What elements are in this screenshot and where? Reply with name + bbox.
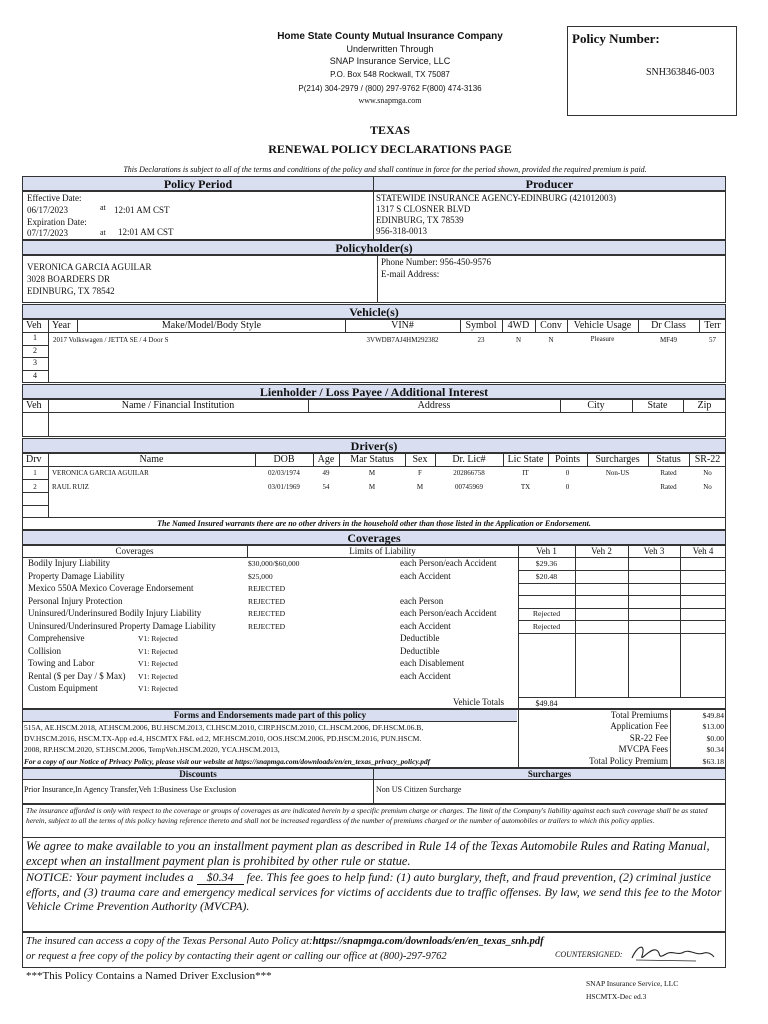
notice-pre: NOTICE: Your payment includes a — [26, 870, 197, 884]
cov-col-limits: Limits of Liability — [349, 546, 416, 556]
drv1-status: Rated — [660, 469, 677, 477]
coverage-limit: V1: Rejected — [138, 646, 178, 656]
company-phones: P(214) 304-2979 / (800) 297-9762 F(800) 474-3136 — [298, 84, 482, 93]
policyholder-email: E-mail Address: — [381, 269, 440, 279]
coverage-row-divider — [518, 595, 726, 596]
lien-col-state: State — [647, 400, 668, 411]
cov-col-veh1: Veh 1 — [536, 546, 557, 556]
premium-value: $0.00 — [706, 733, 724, 743]
drv1-num: 1 — [33, 469, 37, 477]
forms-line3: 2008, RP.HSCM.2020, ST.HSCM.2006, TempVeh.HSCM.2020, YCA.HSCM.2013, — [24, 745, 280, 754]
lien-col-zip: Zip — [697, 400, 712, 411]
drv2-name: RAUL RUIZ — [52, 483, 89, 491]
coverage-limit: REJECTED — [248, 609, 286, 618]
drv1-state: IT — [522, 469, 529, 477]
producer-line2: 1317 S CLOSNER BLVD — [376, 204, 471, 214]
expiration-label: Expiration Date: — [27, 217, 87, 227]
afforded-text: The insurance afforded is only with respect to the coverage or groups of coverages as are indicated herein by a specific premium charge or charges. The limit of the Company's liability against each such coverage shall be as stated herein, subject to all the terms of this policy having reference thereto and shall not be increased regardless of the number of premiums charged or the number of automobiles or trailers to which this policy applies. — [26, 806, 708, 825]
drv2-status: Rated — [660, 483, 677, 491]
coverage-limit: REJECTED — [248, 596, 286, 606]
coverages-header: Coverages — [22, 530, 726, 545]
drv1-name: VERONICA GARCIA AGUILAR — [52, 469, 149, 477]
veh1-4wd: N — [515, 336, 522, 344]
drv2-num: 2 — [33, 483, 37, 491]
coverage-name: Mexico 550A Mexico Coverage Endorsement — [28, 583, 194, 593]
lienholder-header: Lienholder / Loss Payee / Additional Interest — [22, 384, 726, 399]
veh-col-drclass: Dr Class — [651, 320, 686, 331]
privacy-notice: For a copy of our Notice of Privacy Policy, please visit our website at https://snapmga.com/downloads/en/en_texas_privacy_policy.pdf — [24, 757, 431, 766]
drv-col-points: Points — [554, 454, 580, 465]
coverage-desc: each Person/each Accident — [400, 608, 497, 618]
coverage-limit: V1: Rejected — [138, 671, 178, 681]
veh1-vin: 3VWDB7AJ4HM292382 — [366, 336, 439, 344]
discounts-header: Discounts — [22, 768, 374, 780]
drv1-surch: Non-US — [605, 469, 630, 477]
notice-post: fee. This fee goes to help fund: (1) auto burglary, theft, and fraud prevention, (2) criminal justice efforts, and (3) trauma care and emergency medical services for victims of accidents due to traffic offenses. By law, we send this fee to the Motor Vehicle Crime Prevention Authority (MVCPA). — [26, 870, 722, 913]
veh-num-4: 4 — [33, 371, 37, 380]
veh-num-1: 1 — [33, 333, 37, 342]
named-insured-warranty: The Named Insured warrants there are no other drivers in the household other than those listed in the Application or Endorsement. — [22, 518, 726, 530]
drv1-lic: 202866758 — [453, 469, 485, 477]
at-label-2: at — [100, 228, 106, 237]
veh-col-year: Year — [52, 320, 71, 331]
veh-col-symbol: Symbol — [465, 320, 497, 331]
notice-fee: $0.34 — [197, 870, 244, 885]
premium-divider — [670, 709, 671, 768]
countersignature-image — [626, 940, 718, 966]
drv1-age: 49 — [322, 469, 330, 477]
drv1-mar: M — [368, 469, 376, 477]
veh1-terr: 57 — [709, 336, 716, 344]
coverage-name: Personal Injury Protection — [28, 595, 123, 606]
page-title: RENEWAL POLICY DECLARATIONS PAGE — [268, 142, 512, 156]
drv1-points: 0 — [565, 469, 570, 477]
premium-label: Total Policy Premium — [589, 755, 668, 766]
coverage-row-divider — [518, 570, 726, 571]
cov-col-veh2: Veh 2 — [591, 546, 612, 556]
coverage-name: Uninsured/Underinsured Property Damage Liability — [28, 620, 216, 631]
drv-col-drv: Drv — [26, 454, 42, 465]
expiration-date: 07/17/2023 — [27, 228, 69, 238]
coverage-veh1-value: Rejected — [532, 621, 561, 631]
drv-col-mar: Mar Status — [350, 454, 394, 465]
coverage-veh1-value: $29.36 — [535, 559, 558, 568]
coverage-row-divider — [518, 583, 726, 584]
forms-line2: DV.HSCM.2016, HSCM.TX-App ed.4, HSCMTX F&L ed.2, MF.HSCM.2010, OOS.HSCM.2006, PD.HSCM.2016, PUN.HSCM. — [24, 734, 422, 743]
coverage-limit: $25,000 — [248, 571, 273, 581]
company-website: www.snapmga.com — [358, 96, 422, 105]
premium-label: Total Premiums — [610, 710, 668, 720]
policy-number-box — [567, 26, 737, 116]
veh-num-2: 2 — [33, 346, 37, 355]
lien-col-city: City — [587, 400, 605, 411]
state-title: TEXAS — [369, 123, 410, 137]
premium-value: $49.84 — [702, 711, 724, 720]
lien-col-name: Name / Financial Institution — [121, 400, 235, 411]
forms-header: Forms and Endorsements made part of this policy — [173, 710, 367, 720]
agency-name: SNAP Insurance Service, LLC — [329, 56, 451, 66]
drv-col-sr22: SR-22 — [694, 454, 721, 465]
drv2-sex: M — [416, 483, 424, 491]
policyholder-name: VERONICA GARCIA AGUILAR — [27, 262, 152, 272]
drv1-sr22: No — [703, 469, 712, 477]
forms-line1: 515A, AE.HSCM.2018, AT.HSCM.2006, BU.HSCM.2013, CI.HSCM.2010, CIRP.HSCM.2010, CL.HSCM.2006, DF.HSCM.06.B, — [24, 723, 424, 732]
company-address: P.O. Box 548 Rockwall, TX 75087 — [330, 70, 450, 79]
coverage-limit: V1: Rejected — [138, 659, 178, 668]
cov-col-coverages: Coverages — [115, 546, 154, 556]
company-name: Home State County Mutual Insurance Company — [277, 31, 503, 42]
coverage-name: Uninsured/Underinsured Bodily Injury Liability — [28, 608, 202, 618]
effective-time: 12:01 AM CST — [114, 205, 170, 215]
veh-num-3: 3 — [33, 358, 37, 367]
coverage-name: Rental ($ per Day / $ Max) — [28, 670, 126, 681]
drv-col-name: Name — [139, 454, 164, 465]
footer-form-number: HSCMTX-Dec ed.3 — [586, 992, 647, 1001]
veh1-drclass: MF49 — [659, 336, 678, 344]
drv2-sr22: No — [703, 483, 712, 491]
drv-col-age: Age — [317, 454, 335, 465]
drv2-mar: M — [368, 483, 376, 491]
drivers-header: Driver(s) — [22, 438, 726, 453]
coverage-desc: each Person/each Accident — [400, 558, 497, 568]
installment-text: We agree to make available to you an installment payment plan as described in Rule 14 of the Texas Automobile Rules and Rating Manual, except when an installment payment plan is prohibited by other rule or statue. — [26, 839, 710, 868]
coverage-name: Collision — [28, 645, 62, 656]
coverage-desc: each Accident — [400, 570, 451, 581]
policyholder-address1: 3028 BOARDERS DR — [27, 274, 111, 284]
surcharges-header: Surcharges — [373, 768, 726, 780]
underwritten-text: Underwritten Through — [346, 44, 434, 54]
coverage-row-divider — [518, 620, 726, 621]
veh1-usage: Pleasure — [590, 335, 615, 343]
coverage-limit: V1: Rejected — [138, 684, 178, 693]
effective-date: 06/17/2023 — [27, 205, 69, 215]
coverage-limit: $30,000/$60,000 — [248, 559, 300, 568]
at-label-1: at — [100, 203, 106, 212]
drv-col-surch: Surcharges — [595, 454, 640, 465]
drv2-points: 0 — [565, 483, 570, 491]
access-line2: or request a free copy of the policy by contacting their agent or calling our office at (800)-297-9762 — [26, 951, 447, 962]
subject-note: This Declarations is subject to all of the terms and conditions of the policy and shall continue in force for the period shown, provided the required premium is paid. — [123, 165, 647, 174]
access-pre: The insured can access a copy of the Texas Personal Auto Policy at: — [26, 936, 313, 947]
coverage-row-divider — [518, 608, 726, 609]
policyholder-address2: EDINBURG, TX 78542 — [27, 286, 115, 296]
veh-col-vin: VIN# — [391, 320, 414, 331]
coverage-name: Towing and Labor — [28, 658, 95, 668]
countersigned-label: COUNTERSIGNED: — [555, 950, 623, 959]
coverage-limit: REJECTED — [248, 621, 286, 631]
drv-col-licstate: Lic State — [507, 454, 544, 465]
drv1-dob: 02/03/1974 — [268, 469, 300, 477]
veh1-symbol: 23 — [477, 336, 485, 344]
policy-period-header: Policy Period — [22, 176, 374, 191]
drv-col-lic: Dr. Lic# — [452, 454, 486, 465]
notice-text — [26, 870, 724, 914]
lien-col-veh: Veh — [26, 400, 42, 411]
veh-col-model: Make/Model/Body Style — [161, 320, 262, 331]
effective-label: Effective Date: — [27, 193, 82, 203]
premium-label: MVCPA Fees — [618, 744, 668, 755]
coverage-desc: Deductible — [400, 645, 440, 656]
veh1-year-model: 2017 Volkswagen / JETTA SE / 4 Door S — [53, 336, 169, 344]
named-driver-exclusion: ***This Policy Contains a Named Driver Exclusion*** — [26, 970, 272, 982]
coverage-name: Bodily Injury Liability — [28, 558, 110, 568]
premium-label: Application Fee — [610, 721, 668, 732]
premium-value: $0.34 — [706, 745, 724, 755]
policy-number-label: Policy Number: — [572, 31, 660, 46]
drv1-sex: F — [418, 469, 422, 477]
discounts-text: Prior Insurance,In Agency Transfer,Veh 1:Business Use Exclusion — [24, 785, 237, 794]
coverage-veh1-value: $20.48 — [535, 571, 558, 581]
veh-col-veh: Veh — [26, 320, 42, 331]
drv2-state: TX — [520, 483, 531, 491]
coverage-name: Custom Equipment — [28, 683, 98, 693]
policy-url-link[interactable]: https://snapmga.com/downloads/en/en_texas_snh.pdf — [312, 936, 544, 947]
coverage-row-divider — [518, 633, 726, 634]
coverage-limit: V1: Rejected — [138, 634, 178, 643]
producer-line4: 956-318-0013 — [376, 226, 427, 236]
veh-col-terr: Terr — [704, 320, 721, 331]
vehicle-totals-label: Vehicle Totals — [453, 697, 504, 707]
coverage-desc: each Accident — [400, 620, 451, 631]
producer-header: Producer — [373, 176, 726, 191]
veh-col-usage: Vehicle Usage — [573, 320, 632, 331]
drv2-age: 54 — [322, 483, 330, 491]
coverage-desc: Deductible — [400, 633, 440, 643]
producer-line3: EDINBURG, TX 78539 — [376, 215, 464, 225]
policy-number: SNH363846-003 — [646, 67, 715, 78]
policyholder-phone: Phone Number: 956-450-9576 — [381, 257, 491, 267]
premium-value: $63.18 — [702, 756, 724, 766]
coverage-name: Comprehensive — [28, 633, 85, 643]
veh-col-4wd: 4WD — [507, 320, 530, 331]
expiration-time: 12:01 AM CST — [118, 227, 174, 237]
vehicle-totals-veh1: $49.84 — [535, 699, 558, 708]
veh-col-conv: Conv — [540, 320, 562, 331]
surcharges-text: Non US Citizen Surcharge — [376, 785, 462, 794]
coverage-desc: each Person — [400, 595, 444, 606]
lien-col-address: Address — [417, 400, 451, 411]
vehicles-header: Vehicle(s) — [22, 304, 726, 319]
coverage-veh1-value: Rejected — [532, 609, 561, 618]
premium-value: $13.00 — [702, 722, 724, 732]
drv-col-dob: DOB — [273, 454, 295, 465]
producer-line1: STATEWIDE INSURANCE AGENCY-EDINBURG (421012003) — [376, 193, 617, 203]
coverage-limit: REJECTED — [248, 584, 286, 593]
access-text — [26, 936, 544, 947]
cov-col-veh4: Veh 4 — [692, 546, 714, 556]
coverage-name: Property Damage Liability — [28, 570, 125, 581]
footer-company: SNAP Insurance Service, LLC — [586, 979, 679, 988]
coverage-desc: each Accident — [400, 670, 451, 681]
premium-label: SR-22 Fee — [629, 732, 668, 743]
veh1-conv: N — [548, 336, 554, 344]
policyholder-header: Policyholder(s) — [22, 240, 726, 255]
drv2-lic: 00745969 — [455, 483, 483, 491]
drv-col-status: Status — [656, 454, 681, 465]
cov-col-veh3: Veh 3 — [643, 546, 665, 556]
drv2-dob: 03/01/1969 — [268, 483, 300, 491]
drv-col-sex: Sex — [412, 454, 428, 465]
coverage-desc: each Disablement — [400, 658, 465, 668]
